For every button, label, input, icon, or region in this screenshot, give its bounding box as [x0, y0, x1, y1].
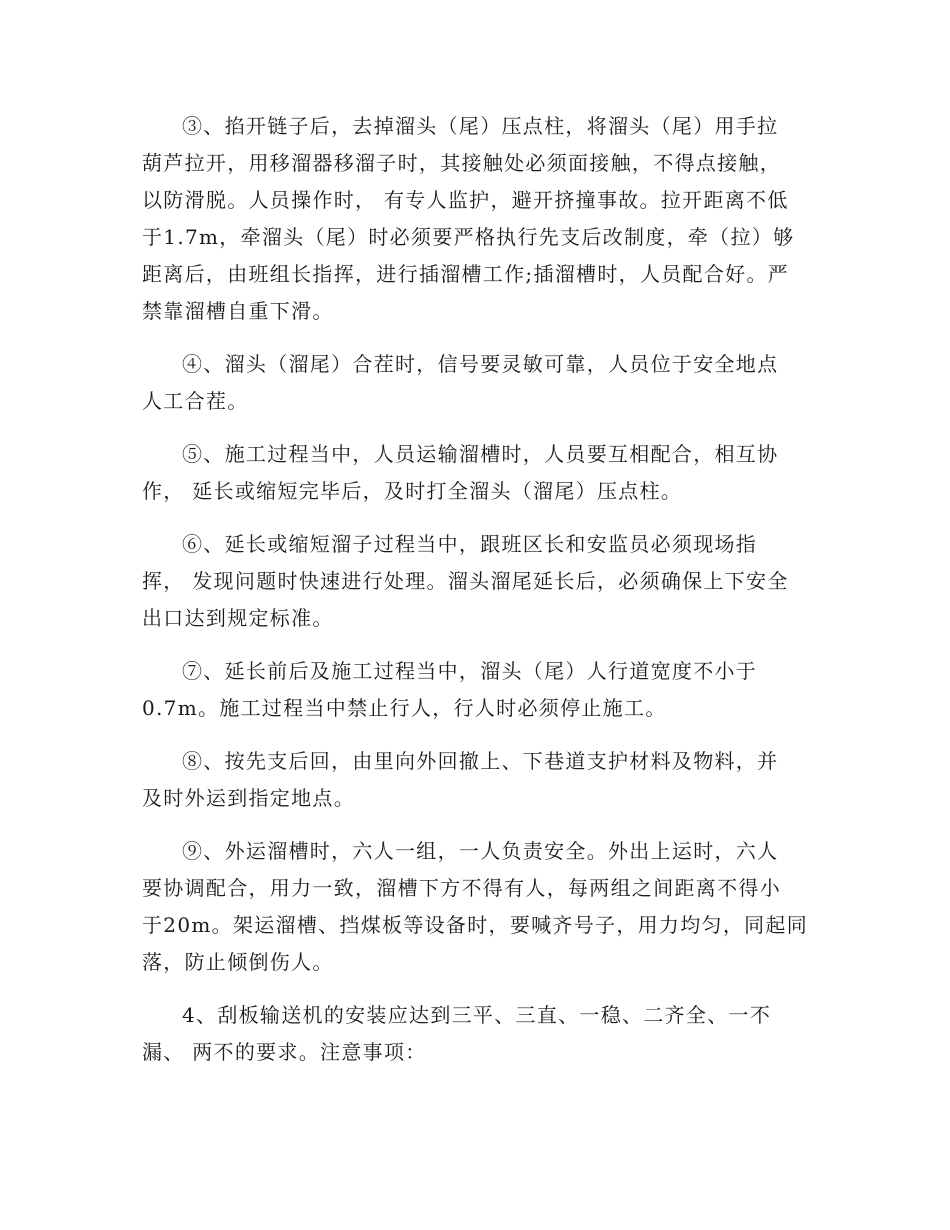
text-line: ⑧、按先支后回，由里向外回撤上、下巷道支护材料及物料，并	[182, 749, 779, 773]
paragraph-step-5	[142, 436, 812, 510]
text-line: ⑤、施工过程当中，人员运输溜槽时，人员要互相配合，相互协	[182, 442, 779, 466]
text-line: ⑨、外运溜槽时，六人一组，一人负责安全。外出上运时，六人	[182, 839, 779, 863]
text-line: 及时外运到指定地点。	[142, 786, 355, 810]
text-line: 葫芦拉开，用移溜器移溜子时，其接触处必须面接触，不得点接触，	[142, 151, 781, 175]
text-line: ⑦、延长前后及施工过程当中，溜头（尾）人行道宽度不小于	[182, 659, 758, 683]
text-line: 落，防止倾倒伤人。	[142, 950, 334, 974]
paragraph-step-3	[142, 108, 812, 330]
text-line: 禁靠溜槽自重下滑。	[142, 299, 334, 323]
text-line: 于20m。架运溜槽、挡煤板等设备时，要喊齐号子，用力均匀，同起同	[142, 913, 809, 937]
paragraph-step-7	[142, 653, 812, 727]
text-line: 漏、 两不的要求。注意事项：	[142, 1040, 427, 1064]
text-line: 距离后，由班组长指挥，进行插溜槽工作;插溜槽时，人员配合好。严	[142, 262, 790, 286]
text-line: 于1.7m，牵溜头（尾）时必须要严格执行先支后改制度，牵（拉）够	[142, 225, 795, 249]
paragraph-step-6	[142, 526, 812, 637]
text-line: 要协调配合，用力一致，溜槽下方不得有人，每两组之间距离不得小	[142, 876, 781, 900]
text-line: 作， 延长或缩短完毕后，及时打全溜头（溜尾）压点柱。	[142, 479, 683, 503]
text-line: 挥， 发现问题时快速进行处理。溜头溜尾延长后，必须确保上下安全	[142, 569, 789, 593]
paragraph-step-4	[142, 346, 812, 420]
paragraph-step-9	[142, 833, 812, 981]
paragraph-step-8	[142, 743, 812, 817]
paragraph-section-4	[142, 997, 812, 1071]
text-line: 以防滑脱。人员操作时， 有专人监护，避开挤撞事故。拉开距离不低	[142, 188, 789, 212]
text-line: 4、刮板输送机的安装应达到三平、三直、一稳、二齐全、一不	[182, 1003, 772, 1027]
text-line: 出口达到规定标准。	[142, 606, 334, 630]
text-line: ③、掐开链子后，去掉溜头（尾）压点柱，将溜头（尾）用手拉	[182, 114, 779, 138]
text-line: 0.7m。施工过程当中禁止行人，行人时必须停止施工。	[142, 696, 667, 720]
document-body	[142, 108, 812, 1087]
text-line: ⑥、延长或缩短溜子过程当中，跟班区长和安监员必须现场指	[182, 532, 758, 556]
text-line: ④、溜头（溜尾）合茬时，信号要灵敏可靠，人员位于安全地点	[182, 352, 779, 376]
text-line: 人工合茬。	[142, 389, 249, 413]
